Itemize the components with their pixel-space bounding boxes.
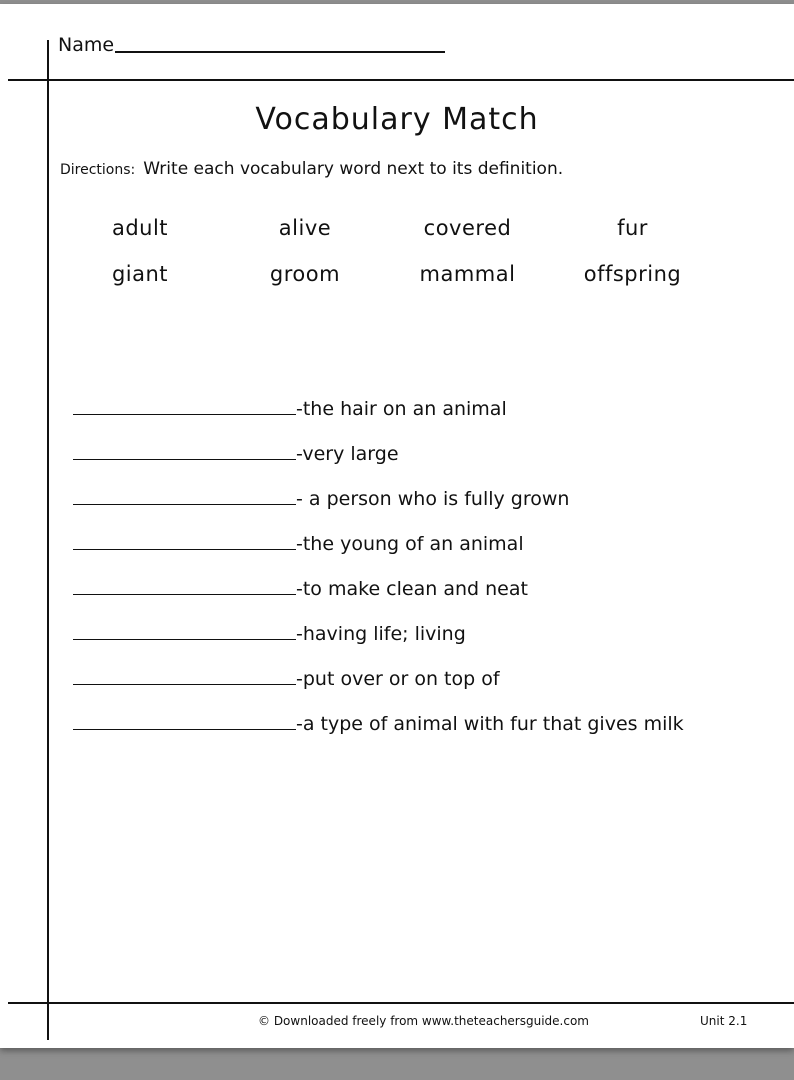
definition-row xyxy=(73,376,773,421)
name-blank-line[interactable] xyxy=(115,51,445,53)
word-bank-item: giant xyxy=(111,262,169,286)
word-bank-item: covered xyxy=(423,216,512,240)
definition-text: -very large xyxy=(296,443,399,465)
margin-vertical-line xyxy=(47,40,49,1040)
answer-blank[interactable] xyxy=(73,639,296,640)
definition-text: -the young of an animal xyxy=(296,533,524,555)
word-bank xyxy=(55,215,715,287)
answer-blank[interactable] xyxy=(73,504,296,505)
word-bank-item: mammal xyxy=(419,262,516,286)
answer-blank[interactable] xyxy=(73,459,296,460)
directions-text: Write each vocabulary word next to its definition. xyxy=(143,159,564,179)
definitions-list xyxy=(73,376,773,736)
definition-row xyxy=(73,646,773,691)
definition-text: -having life; living xyxy=(296,623,466,645)
directions-label: Directions: xyxy=(60,162,136,178)
directions xyxy=(60,159,563,179)
header-divider-line xyxy=(8,79,794,81)
definition-row xyxy=(73,691,773,736)
worksheet-page xyxy=(0,4,794,1048)
definition-text: -a type of animal with fur that gives milk xyxy=(296,713,684,735)
definition-row xyxy=(73,601,773,646)
definition-row xyxy=(73,511,773,556)
definition-text: - a person who is fully grown xyxy=(296,488,570,510)
answer-blank[interactable] xyxy=(73,684,296,685)
word-bank-item: adult xyxy=(111,216,169,240)
footer-divider-line xyxy=(8,1002,794,1004)
definition-text: -the hair on an animal xyxy=(296,398,507,420)
worksheet-title: Vocabulary Match xyxy=(255,102,539,137)
footer-unit: Unit 2.1 xyxy=(700,1014,748,1028)
word-bank-item: offspring xyxy=(583,262,682,286)
name-label: Name xyxy=(58,34,115,56)
answer-blank[interactable] xyxy=(73,729,296,730)
definition-text: -to make clean and neat xyxy=(296,578,528,600)
answer-blank[interactable] xyxy=(73,549,296,550)
definition-row xyxy=(73,421,773,466)
word-bank-item: groom xyxy=(269,262,341,286)
definition-text: -put over or on top of xyxy=(296,668,500,690)
definition-row xyxy=(73,466,773,511)
word-bank-item: alive xyxy=(278,216,332,240)
answer-blank[interactable] xyxy=(73,594,296,595)
footer-credit: © Downloaded freely from www.theteachersguide.com xyxy=(258,1014,589,1028)
name-field xyxy=(58,34,445,56)
answer-blank[interactable] xyxy=(73,414,296,415)
definition-row xyxy=(73,556,773,601)
word-bank-item: fur xyxy=(617,216,648,240)
